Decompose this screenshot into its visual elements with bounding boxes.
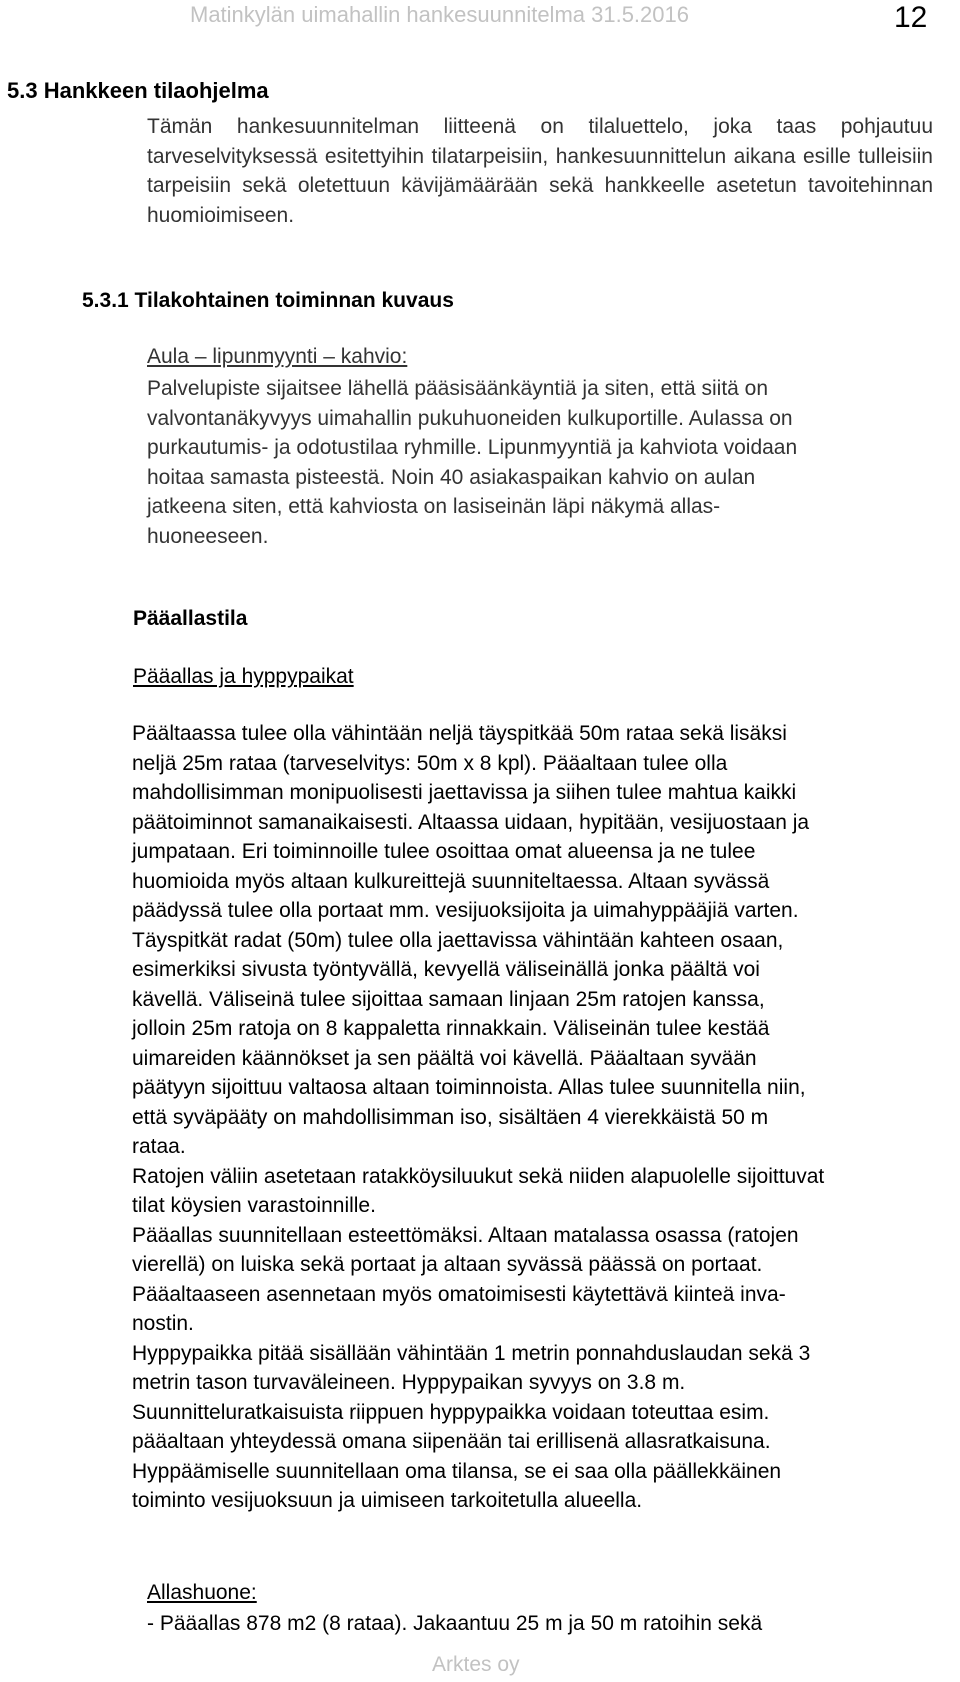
body-line: metrin tason turvaväleineen. Hyppypaikan syvyys on 3.8 m. [132,1371,686,1394]
aula-paragraph [147,374,933,551]
aula-line: Palvelupiste sijaitsee lähellä pääsisäänkäyntiä ja siten, että siitä on [147,377,769,400]
body-line: Suunnitteluratkaisuista riippuen hyppypaikka voidaan toteuttaa esim. [132,1400,770,1424]
body-line: Päältaassa tulee olla vähintään neljä täyspitkää 50m rataa sekä lisäksi [132,722,787,745]
paallas-subheading: Pääallas ja hyppypaikat [133,665,354,688]
body-line: jolloin 25m ratoja on 8 kappaletta rinnakkain. Väliseinän tulee kestää [132,1017,770,1040]
body-line: Pääallas suunnitellaan esteettömäksi. Altaan matalassa osassa (ratojen [132,1223,799,1247]
body-line: Ratojen väliin asetetaan ratakköysiluukut sekä niiden alapuolelle sijoittuvat [132,1164,825,1188]
aula-line: hoitaa samasta pisteestä. Noin 40 asiakaspaikan kahvio on aulan [147,465,756,489]
footer-watermark: Arktes oy [432,1653,520,1676]
aula-title: Aula – lipunmyynti – kahvio: [147,345,408,368]
body-line: kävellä. Väliseinä tulee sijoittaa samaan linjaan 25m ratojen kanssa, [132,987,765,1011]
body-line: vierellä) on luiska sekä portaat ja altaan syvässä päässä on portaat. [132,1253,763,1276]
body-line: jumpataan. Eri toiminnoille tulee osoittaa omat alueensa ja ne tulee [132,840,756,863]
body-line: tilat köysien varastoinnille. [132,1194,376,1217]
body-line: Hyppypaikka pitää sisällään vähintään 1 metrin ponnahduslaudan sekä 3 [132,1341,811,1365]
aula-line: purkautumis- ja odotustilaa ryhmille. Lipunmyyntiä ja kahviota voidaan [147,436,798,459]
subsection-heading: 5.3.1 Tilakohtainen toiminnan kuvaus [82,289,454,312]
aula-line: huoneeseen. [147,524,269,548]
body-line: esimerkiksi sivusta työntyvällä, kevyellä väliseinällä jonka päältä voi [132,958,760,981]
paallastila-heading: Pääallastila [133,607,248,630]
body-line: toiminto vesijuoksuun ja uimiseen tarkoitetulla alueella. [132,1489,643,1512]
body-line: huomioida myös altaan kulkureittejä suunniteltaessa. Altaan syvässä [132,869,770,893]
body-line: neljä 25m rataa (tarveselvitys: 50m x 8 kpl). Pääaltaan tulee olla [132,751,728,775]
section-heading: 5.3 Hankkeen tilaohjelma [7,78,269,103]
body-line: päätoiminnot samanaikaisesti. Altaassa uidaan, hypitään, vesijuostaan ja [132,810,810,834]
intro-paragraph: Tämän hankesuunnitelman liitteenä on tilaluettelo, joka taas pohjautuu tarveselvityksessä esitettyihin tilatarpeisiin, hankesuunnittelun aikana esille tulleisiin tarpeisiin sekä oletettuun kävijämäärään sekä hankkeelle asetetun tavoitehinnan huomioimiseen. [147,115,933,227]
aula-line: jatkeena siten, että kahviosta on lasiseinän läpi näkymä allas- [147,495,721,518]
body-line: rataa. [132,1135,186,1158]
aula-line: valvontanäkyvyys uimahallin pukuhuoneiden kulkuportille. Aulassa on [147,406,793,430]
allashuone-title: Allashuone: [147,1581,257,1604]
body-line: päädyssä tulee olla portaat mm. vesijuoksijoita ja uimahyppääjiä varten. [132,899,799,922]
paallas-paragraph [132,719,927,1516]
body-line: Hyppäämiselle suunnitellaan oma tilansa, se ei saa olla päällekkäinen [132,1459,782,1483]
body-line: pääaltaan yhteydessä omana siipenään tai erillisenä allasratkaisuna. [132,1430,771,1453]
allashuone-line: - Pääallas 878 m2 (8 rataa). Jakaantuu 25 m ja 50 m ratoihin sekä [147,1612,763,1635]
body-line: Täyspitkät radat (50m) tulee olla jaettavissa vähintään kahteen osaan, [132,928,784,952]
page-number: 12 [894,1,928,34]
body-line: Pääaltaaseen asennetaan myös omatoimisesti käytettävä kiinteä inva- [132,1282,786,1306]
body-line: nostin. [132,1312,194,1335]
body-line: päätyyn sijoittuu valtaosa altaan toiminnoista. Allas tulee suunnitella niin, [132,1076,806,1099]
running-header: Matinkylän uimahallin hankesuunnitelma 31.5.2016 [190,2,689,27]
body-line: mahdollisimman monipuolisesti jaettavissa ja siihen tulee mahtua kaikki [132,781,797,804]
body-line: että syväpääty on mahdollisimman iso, sisältäen 4 vierekkäistä 50 m [132,1105,769,1129]
body-line: uimareiden käännökset ja sen päältä voi kävellä. Pääaltaan syvään [132,1046,757,1070]
